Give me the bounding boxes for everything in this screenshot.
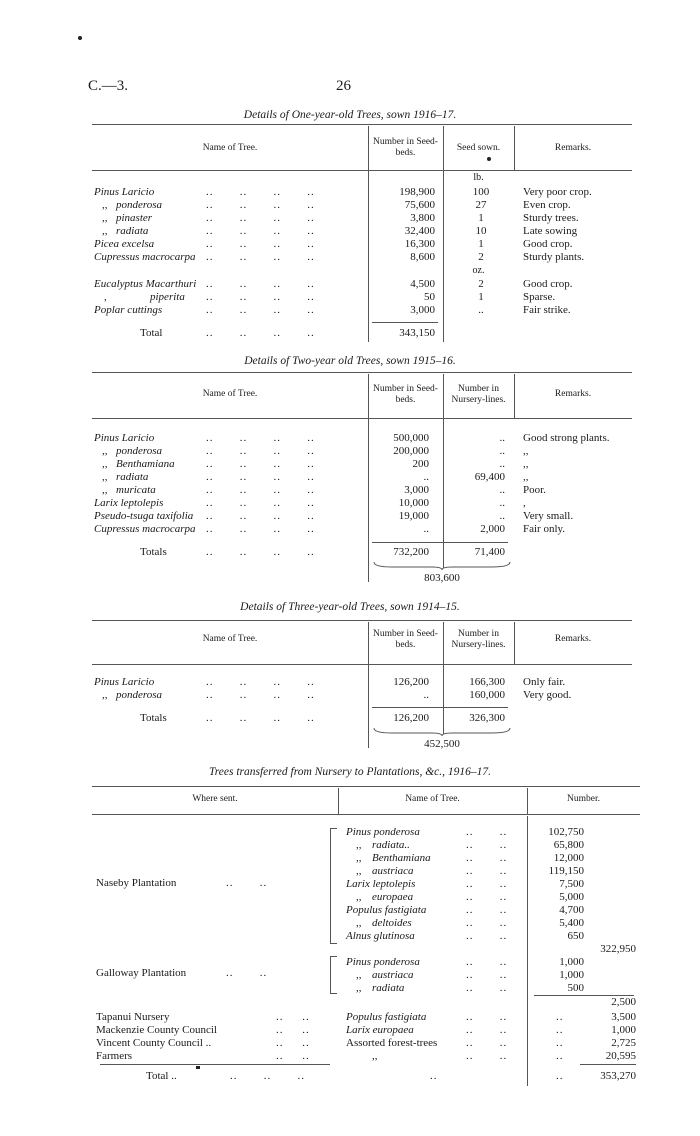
table3-total-label: Totals bbox=[140, 712, 167, 724]
recipient-tree: Larix europaea bbox=[346, 1024, 414, 1036]
galloway-row-leaders: .. .. bbox=[466, 969, 508, 981]
naseby-row-leaders: .. .. bbox=[466, 839, 508, 851]
naseby-row-leaders: .. .. bbox=[466, 865, 508, 877]
table1-row-remarks: Good crop. bbox=[523, 278, 573, 290]
table3-header-rule bbox=[92, 664, 632, 665]
table2-row-seed-beds: 10,000 bbox=[398, 497, 429, 509]
naseby-leaders: .. .. bbox=[226, 877, 268, 889]
table1-row-name: Poplar cuttings bbox=[94, 304, 163, 316]
table2-row-remarks: , bbox=[523, 497, 526, 509]
table2-header-remarks: Remarks. bbox=[554, 389, 592, 399]
table3-row-name: ponderosa bbox=[116, 689, 163, 701]
recipient-tree: Populus fastigiata bbox=[346, 1011, 427, 1023]
table1-row-leaders: .. .. .. .. bbox=[206, 225, 315, 237]
table3-header-nursery: Number in Nursery-lines. bbox=[451, 629, 506, 650]
recipient-number: 2,725 bbox=[611, 1037, 636, 1049]
table1-row-remarks: Even crop. bbox=[523, 199, 571, 211]
naseby-row-number: 5,400 bbox=[559, 917, 584, 929]
naseby-row-prefix: ,, bbox=[356, 839, 362, 851]
table2-row-name: ponderosa bbox=[116, 445, 163, 457]
recipient-leaders: .. .. bbox=[276, 1050, 310, 1062]
galloway-row-prefix: ,, bbox=[356, 982, 362, 994]
table2-row-leaders: .. .. .. .. bbox=[206, 497, 315, 509]
galloway-row-leaders: .. .. bbox=[466, 982, 508, 994]
table1-row-prefix: ,, bbox=[102, 199, 108, 211]
table1-row-leaders: .. .. .. .. bbox=[206, 212, 315, 224]
table2-row-leaders: .. .. .. .. bbox=[206, 523, 315, 535]
galloway-row-name: Pinus ponderosa bbox=[346, 956, 420, 968]
recipient-tree-leaders: .. .. bbox=[466, 1011, 508, 1023]
table1-row-seed-beds: 3,000 bbox=[410, 304, 435, 316]
recipient-number: 1,000 bbox=[611, 1024, 636, 1036]
table4-header-number: Number. bbox=[567, 794, 600, 804]
table1-row-remarks: Sturdy trees. bbox=[523, 212, 579, 224]
table1-row-seed-beds: 4,500 bbox=[410, 278, 435, 290]
table2-total-leaders: .. .. .. .. bbox=[206, 546, 315, 558]
table1-row-leaders: .. .. .. .. bbox=[206, 291, 315, 303]
table2-row-seed-beds: 200,000 bbox=[393, 445, 429, 457]
table2-header-seed-beds: Number in Seed-beds. bbox=[373, 384, 438, 405]
table2-row-remarks: Poor. bbox=[523, 484, 546, 496]
table1-row-seed-beds: 16,300 bbox=[404, 238, 435, 250]
table2-row-remarks: ,, bbox=[523, 458, 529, 470]
table4-total-rule bbox=[100, 1064, 330, 1065]
table2-total-nursery: 71,400 bbox=[474, 546, 505, 558]
table2-row-nursery: .. bbox=[499, 432, 505, 444]
table1-row-remarks: Sparse. bbox=[523, 291, 556, 303]
table4-total-name-leaders: .. bbox=[430, 1070, 438, 1082]
table2-total-rule bbox=[372, 542, 508, 543]
naseby-row-name: Alnus glutinosa bbox=[346, 930, 415, 942]
table2-header-nursery: Number in Nursery-lines. bbox=[451, 384, 506, 405]
table2-row-nursery: .. bbox=[499, 484, 505, 496]
page-number: 26 bbox=[336, 78, 351, 94]
table4-header-rule bbox=[92, 814, 640, 815]
table1-row-name: Eucalyptus Macarthuri bbox=[94, 278, 197, 290]
table1-row-leaders: .. .. .. .. bbox=[206, 199, 315, 211]
table2-row-seed-beds: 200 bbox=[412, 458, 429, 470]
table2-row-nursery: 69,400 bbox=[474, 471, 505, 483]
table1-total-rule bbox=[372, 322, 438, 323]
table3-grand-total: 452,500 bbox=[424, 738, 460, 750]
table2-row-nursery: .. bbox=[499, 510, 505, 522]
table1-total-label: Total bbox=[140, 327, 163, 339]
table1-row-seed-beds: 3,800 bbox=[410, 212, 435, 224]
table1-header-seed-sown: Seed sown. bbox=[456, 143, 501, 153]
page-dot bbox=[78, 36, 82, 40]
recipient-number-leaders: .. bbox=[556, 1037, 564, 1049]
naseby-row-prefix: ,, bbox=[356, 852, 362, 864]
table4-total: 353,270 bbox=[600, 1070, 636, 1082]
table2-row-prefix: ,, bbox=[102, 471, 108, 483]
naseby-brace bbox=[330, 828, 337, 944]
naseby-row-leaders: .. .. bbox=[466, 917, 508, 929]
naseby-row-number: 12,000 bbox=[553, 852, 584, 864]
table2-row-name: Benthamiana bbox=[116, 458, 175, 470]
table1-row-name: piperita bbox=[150, 291, 185, 303]
galloway-row-prefix: ,, bbox=[356, 969, 362, 981]
table1-caption: Details of One-year-old Trees, sown 1916–17. bbox=[243, 109, 457, 121]
table3-total-seed-beds: 126,200 bbox=[393, 712, 429, 724]
naseby-row-name: deltoides bbox=[372, 917, 412, 929]
table3-total-rule bbox=[372, 707, 508, 708]
table2-row-leaders: .. .. .. .. bbox=[206, 432, 315, 444]
galloway-row-number: 500 bbox=[567, 982, 584, 994]
table1-row-name: Picea excelsa bbox=[94, 238, 155, 250]
naseby-row-leaders: .. .. bbox=[466, 891, 508, 903]
galloway-brace bbox=[330, 956, 337, 994]
table2-row-name: Pinus Laricio bbox=[94, 432, 155, 444]
table3-top-rule bbox=[92, 620, 632, 621]
table2-total-seed-beds: 732,200 bbox=[393, 546, 429, 558]
recipient-tree-leaders: .. .. bbox=[466, 1037, 508, 1049]
table3-row-name: Pinus Laricio bbox=[94, 676, 155, 688]
naseby-subtotal: 322,950 bbox=[600, 943, 636, 955]
table1-row-seed-sown: 2 bbox=[478, 251, 484, 263]
naseby-row-number: 7,500 bbox=[559, 878, 584, 890]
table2-row-nursery: 2,000 bbox=[480, 523, 505, 535]
recipient-name: Farmers bbox=[96, 1050, 133, 1062]
recipient-tree-leaders: .. .. bbox=[466, 1024, 508, 1036]
recipient-number-leaders: .. bbox=[556, 1011, 564, 1023]
table2-total-label: Totals bbox=[140, 546, 167, 558]
recipient-tree: ,, bbox=[372, 1050, 378, 1062]
table1-row-leaders: .. .. .. .. bbox=[206, 238, 315, 250]
naseby-row-leaders: .. .. bbox=[466, 826, 508, 838]
galloway-row-leaders: .. .. bbox=[466, 956, 508, 968]
recipient-tree-leaders: .. .. bbox=[466, 1050, 508, 1062]
table1-row-prefix: ,, bbox=[102, 212, 108, 224]
naseby-row-name: Benthamiana bbox=[372, 852, 431, 864]
table1-row-seed-sown: 100 bbox=[472, 186, 490, 198]
table1-row-seed-beds: 8,600 bbox=[410, 251, 435, 263]
table1-row-name: radiata bbox=[116, 225, 149, 237]
table2-row-prefix: ,, bbox=[102, 484, 108, 496]
table1-row-seed-sown: 1 bbox=[478, 238, 484, 250]
table2-row-name: radiata bbox=[116, 471, 149, 483]
table2-row-prefix: ,, bbox=[102, 458, 108, 470]
table1-row-leaders: .. .. .. .. bbox=[206, 304, 315, 316]
recipient-leaders: .. .. bbox=[276, 1011, 310, 1023]
table1-header-name: Name of Tree. bbox=[202, 143, 258, 153]
table1-row-leaders: .. .. .. .. bbox=[206, 251, 315, 263]
table1-row-seed-sown: 10 bbox=[475, 225, 487, 237]
table2-row-name: muricata bbox=[116, 484, 156, 496]
table1-row-seed-sown: 27 bbox=[475, 199, 487, 211]
table3-row-remarks: Very good. bbox=[523, 689, 572, 701]
table4-caption: Trees transferred from Nursery to Plantations, &c., 1916–17. bbox=[208, 766, 492, 778]
total-ink-mark bbox=[196, 1066, 200, 1069]
table1-row-remarks: Good crop. bbox=[523, 238, 573, 250]
table1-unit-oz: oz. bbox=[472, 265, 485, 276]
table2-grand-total: 803,600 bbox=[424, 572, 460, 584]
table3-header-remarks: Remarks. bbox=[554, 634, 592, 644]
naseby-row-number: 650 bbox=[567, 930, 584, 942]
naseby-row-number: 65,800 bbox=[553, 839, 584, 851]
naseby-row-leaders: .. .. bbox=[466, 878, 508, 890]
table2-row-remarks: Fair only. bbox=[523, 523, 566, 535]
naseby-row-name: Pinus ponderosa bbox=[346, 826, 420, 838]
table2-row-remarks: ,, bbox=[523, 471, 529, 483]
table1-row-remarks: Sturdy plants. bbox=[523, 251, 585, 263]
table1-unit-lb: lb. bbox=[473, 172, 484, 183]
table2-row-seed-beds: .. bbox=[423, 471, 429, 483]
table1-row-name: Pinus Laricio bbox=[94, 186, 155, 198]
galloway-row-name: radiata bbox=[372, 982, 405, 994]
table2-row-leaders: .. .. .. .. bbox=[206, 484, 315, 496]
table3-row-leaders: .. .. .. .. bbox=[206, 689, 315, 701]
table2-row-prefix: ,, bbox=[102, 445, 108, 457]
table1-row-seed-beds: 198,900 bbox=[399, 186, 435, 198]
recipient-name: Vincent County Council .. bbox=[96, 1037, 212, 1049]
naseby-row-leaders: .. .. bbox=[466, 904, 508, 916]
table3-total-nursery: 326,300 bbox=[469, 712, 505, 724]
naseby-row-prefix: ,, bbox=[356, 917, 362, 929]
table1-row-leaders: .. .. .. .. bbox=[206, 186, 315, 198]
table2-row-leaders: .. .. .. .. bbox=[206, 471, 315, 483]
table1-header-rule bbox=[92, 170, 632, 171]
table3-row-seed-beds: 126,200 bbox=[393, 676, 429, 688]
table1-row-seed-beds: 75,600 bbox=[404, 199, 435, 211]
table2-row-leaders: .. .. .. .. bbox=[206, 510, 315, 522]
table1-header-remarks: Remarks. bbox=[554, 143, 592, 153]
table3-grand-total-brace bbox=[372, 727, 512, 737]
table2-header-name: Name of Tree. bbox=[202, 389, 258, 399]
table1-row-prefix: ,, bbox=[102, 225, 108, 237]
naseby-row-number: 4,700 bbox=[559, 904, 584, 916]
table4-header-name: Name of Tree. bbox=[405, 794, 460, 804]
naseby-row-prefix: ,, bbox=[356, 865, 362, 877]
table4-total-leaders: .. .. .. bbox=[230, 1070, 305, 1082]
table4-number-col-line bbox=[527, 816, 528, 1086]
table3-row-leaders: .. .. .. .. bbox=[206, 676, 315, 688]
table4-total-num-leaders: .. bbox=[556, 1070, 564, 1082]
recipient-leaders: .. .. bbox=[276, 1024, 310, 1036]
table1-row-name: Cupressus macrocarpa bbox=[94, 251, 196, 263]
table2-row-remarks: Good strong plants. bbox=[523, 432, 610, 444]
table2-caption: Details of Two-year old Trees, sown 1915–16. bbox=[244, 355, 456, 367]
table3-row-remarks: Only fair. bbox=[523, 676, 566, 688]
table1-row-seed-beds: 50 bbox=[424, 291, 435, 303]
galloway-row-number: 1,000 bbox=[559, 956, 584, 968]
table1-row-seed-sown: 2 bbox=[478, 278, 484, 290]
page-reference: C.—3. bbox=[88, 78, 129, 94]
table1-total-leaders: .. .. .. .. bbox=[206, 327, 315, 339]
table2-row-seed-beds: 500,000 bbox=[393, 432, 429, 444]
table1-row-seed-sown: 1 bbox=[478, 291, 484, 303]
table2-row-nursery: .. bbox=[499, 497, 505, 509]
table2-row-seed-beds: 19,000 bbox=[398, 510, 429, 522]
table1-row-name: ponderosa bbox=[116, 199, 163, 211]
galloway-row-number: 1,000 bbox=[559, 969, 584, 981]
naseby-row-number: 102,750 bbox=[548, 826, 584, 838]
table1-row-name: pinaster bbox=[116, 212, 153, 224]
table1-row-seed-beds: 32,400 bbox=[404, 225, 435, 237]
table2-grand-total-brace bbox=[372, 561, 512, 571]
table2-row-seed-beds: .. bbox=[423, 523, 429, 535]
table2-header-rule bbox=[92, 418, 632, 419]
table3-header-seed-beds: Number in Seed-beds. bbox=[373, 629, 438, 650]
table1-row-seed-sown: 1 bbox=[478, 212, 484, 224]
table2-row-name: Pseudo-tsuga taxifolia bbox=[94, 510, 194, 522]
table4-total-label: Total .. bbox=[146, 1070, 177, 1082]
recipient-tree: Assorted forest-trees bbox=[346, 1037, 438, 1049]
table3-header-name: Name of Tree. bbox=[202, 634, 258, 644]
table3-row-nursery: 160,000 bbox=[469, 689, 505, 701]
naseby-label: Naseby Plantation bbox=[96, 877, 177, 889]
table1-row-remarks: Late sowing bbox=[523, 225, 578, 237]
table2-row-leaders: .. .. .. .. bbox=[206, 445, 315, 457]
table3-row-seed-beds: .. bbox=[423, 689, 429, 701]
recipient-number-leaders: .. bbox=[556, 1050, 564, 1062]
table1-row-prefix: , bbox=[104, 291, 107, 303]
naseby-row-prefix: ,, bbox=[356, 891, 362, 903]
table1-total-seed-beds: 343,150 bbox=[399, 327, 435, 339]
table1-row-remarks: Fair strike. bbox=[523, 304, 571, 316]
recipient-number: 3,500 bbox=[611, 1011, 636, 1023]
table3-row-prefix: ,, bbox=[102, 689, 108, 701]
table2-row-nursery: .. bbox=[499, 458, 505, 470]
table4-number-total-rule bbox=[580, 1064, 636, 1065]
naseby-row-name: europaea bbox=[372, 891, 414, 903]
table2-row-nursery: .. bbox=[499, 445, 505, 457]
table1-row-seed-sown: .. bbox=[478, 304, 484, 316]
galloway-label: Galloway Plantation bbox=[96, 967, 187, 979]
recipient-number-leaders: .. bbox=[556, 1024, 564, 1036]
table2-row-remarks: Very small. bbox=[523, 510, 574, 522]
table1-header-dot bbox=[487, 157, 491, 161]
naseby-row-name: Larix leptolepis bbox=[346, 878, 416, 890]
table1-top-rule bbox=[92, 124, 632, 125]
table2-row-name: Larix leptolepis bbox=[94, 497, 164, 509]
table4-top-rule bbox=[92, 786, 640, 787]
galloway-leaders: .. .. bbox=[226, 967, 268, 979]
naseby-row-number: 5,000 bbox=[559, 891, 584, 903]
table2-row-remarks: ,, bbox=[523, 445, 529, 457]
naseby-row-name: Populus fastigiata bbox=[346, 904, 427, 916]
table2-row-name: Cupressus macrocarpa bbox=[94, 523, 196, 535]
recipient-name: Tapanui Nursery bbox=[96, 1011, 170, 1023]
table1-header-seed-beds: Number in Seed-beds. bbox=[373, 137, 438, 158]
table3-total-leaders: .. .. .. .. bbox=[206, 712, 315, 724]
naseby-row-leaders: .. .. bbox=[466, 852, 508, 864]
naseby-row-name: radiata.. bbox=[372, 839, 410, 851]
table3-row-nursery: 166,300 bbox=[469, 676, 505, 688]
naseby-row-number: 119,150 bbox=[548, 865, 584, 877]
galloway-row-name: austriaca bbox=[372, 969, 414, 981]
galloway-subtotal: 2,500 bbox=[611, 996, 636, 1008]
table1-row-leaders: .. .. .. .. bbox=[206, 278, 315, 290]
table2-row-seed-beds: 3,000 bbox=[404, 484, 429, 496]
table1-row-remarks: Very poor crop. bbox=[523, 186, 592, 198]
table2-row-leaders: .. .. .. .. bbox=[206, 458, 315, 470]
table2-top-rule bbox=[92, 372, 632, 373]
recipient-name: Mackenzie County Council bbox=[96, 1024, 217, 1036]
naseby-row-name: austriaca bbox=[372, 865, 414, 877]
recipient-leaders: .. .. bbox=[276, 1037, 310, 1049]
table3-caption: Details of Three-year-old Trees, sown 1914–15. bbox=[240, 601, 460, 613]
table4-header-where: Where sent. bbox=[192, 794, 238, 804]
recipient-number: 20,595 bbox=[605, 1050, 636, 1062]
naseby-row-leaders: .. .. bbox=[466, 930, 508, 942]
